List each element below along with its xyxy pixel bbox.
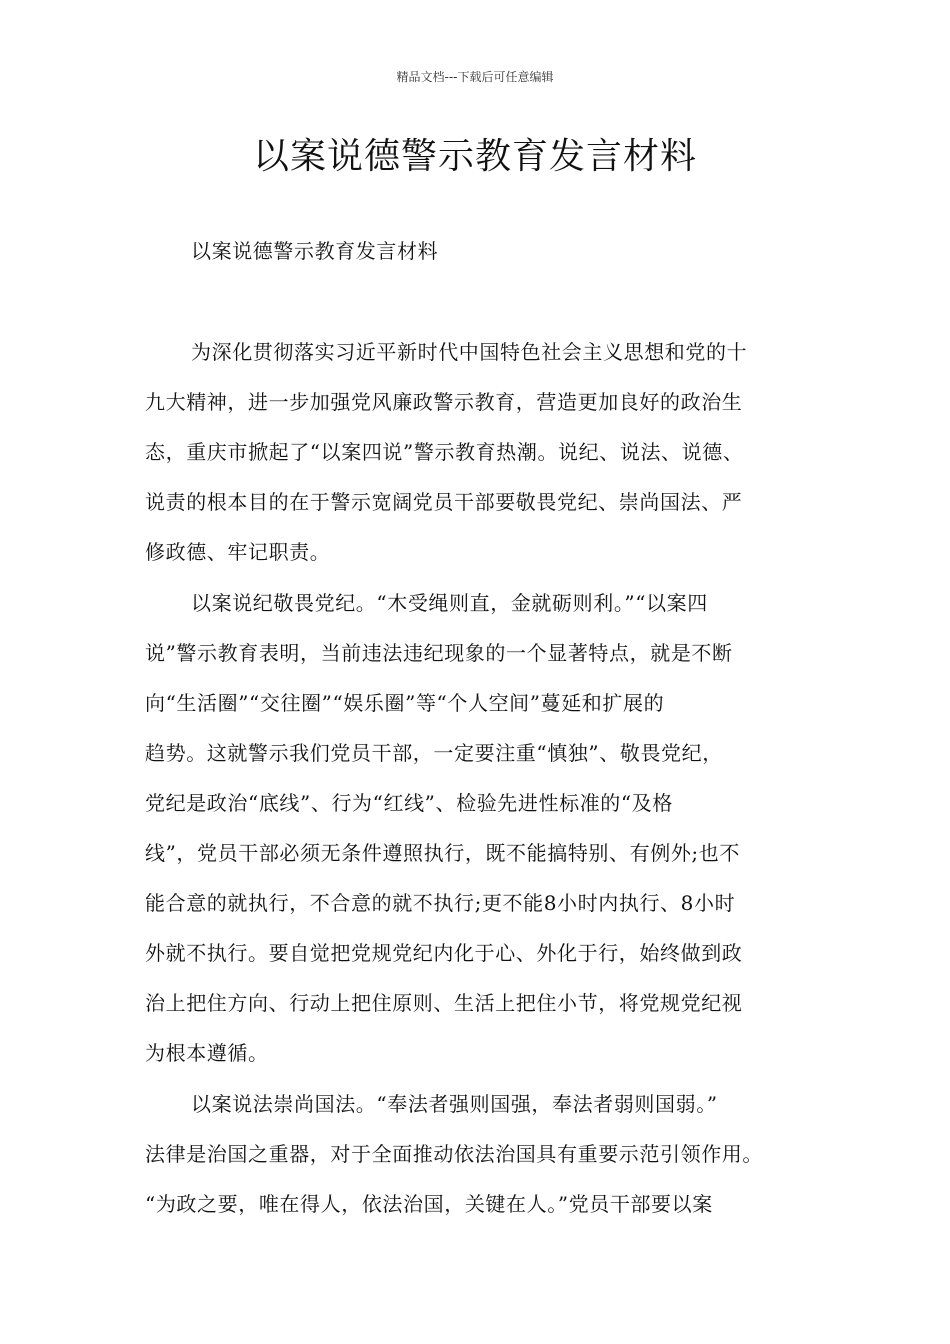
paragraph-line: 法律是治国之重器，对于全面推动依法治国具有重要示范引领作用。 (145, 1142, 763, 1166)
paragraph-line: 以案说纪敬畏党纪。“木受绳则直，金就砺则利。”“以案四 (191, 591, 708, 615)
paragraph-line: 能合意的就执行，不合意的就不执行;更不能8小时内执行、8小时 (145, 891, 736, 915)
paragraph-line: 为深化贯彻落实习近平新时代中国特色社会主义思想和党的十 (191, 340, 748, 364)
paragraph-line: “为政之要，唯在得人，依法治国，关键在人。”党员干部要以案 (145, 1192, 713, 1216)
paragraph-line: 态，重庆市掀起了“以案四说”警示教育热潮。说纪、说法、说德、 (145, 440, 744, 464)
paragraph-line: 线”，党员干部必须无条件遵照执行，既不能搞特别、有例外;也不 (145, 841, 740, 865)
header-note: 精品文档---下载后可任意编辑 (396, 70, 554, 84)
paragraph-line: 趋势。这就警示我们党员干部，一定要注重“慎独”、敬畏党纪， (145, 741, 723, 765)
paragraph-line: 党纪是政治“底线”、行为“红线”、检验先进性标准的“及格 (145, 791, 673, 815)
document-title: 以案说德警示教育发言材料 (252, 136, 697, 177)
paragraph-line: 为根本遵循。 (145, 1041, 269, 1065)
paragraph-line: 向“生活圈”“交往圈”“娱乐圈”等“个人空间”蔓延和扩展的 (145, 691, 665, 715)
paragraph-line: 以案说法崇尚国法。“奉法者强则国强，奉法者弱则国弱。” (191, 1092, 718, 1116)
document-subtitle: 以案说德警示教育发言材料 (191, 239, 439, 263)
paragraph-line: 说”警示教育表明，当前违法违纪现象的一个显著特点，就是不断 (145, 641, 733, 665)
paragraph-line: 修政德、牢记职责。 (145, 540, 331, 564)
paragraph-line: 九大精神，进一步加强党风廉政警示教育，营造更加良好的政治生 (145, 390, 743, 414)
paragraph-line: 说责的根本目的在于警示宽阔党员干部要敬畏党纪、崇尚国法、严 (145, 490, 743, 514)
paragraph-line: 治上把住方向、行动上把住原则、生活上把住小节，将党规党纪视 (145, 991, 743, 1015)
paragraph-line: 外就不执行。要自觉把党规党纪内化于心、外化于行，始终做到政 (145, 941, 743, 965)
